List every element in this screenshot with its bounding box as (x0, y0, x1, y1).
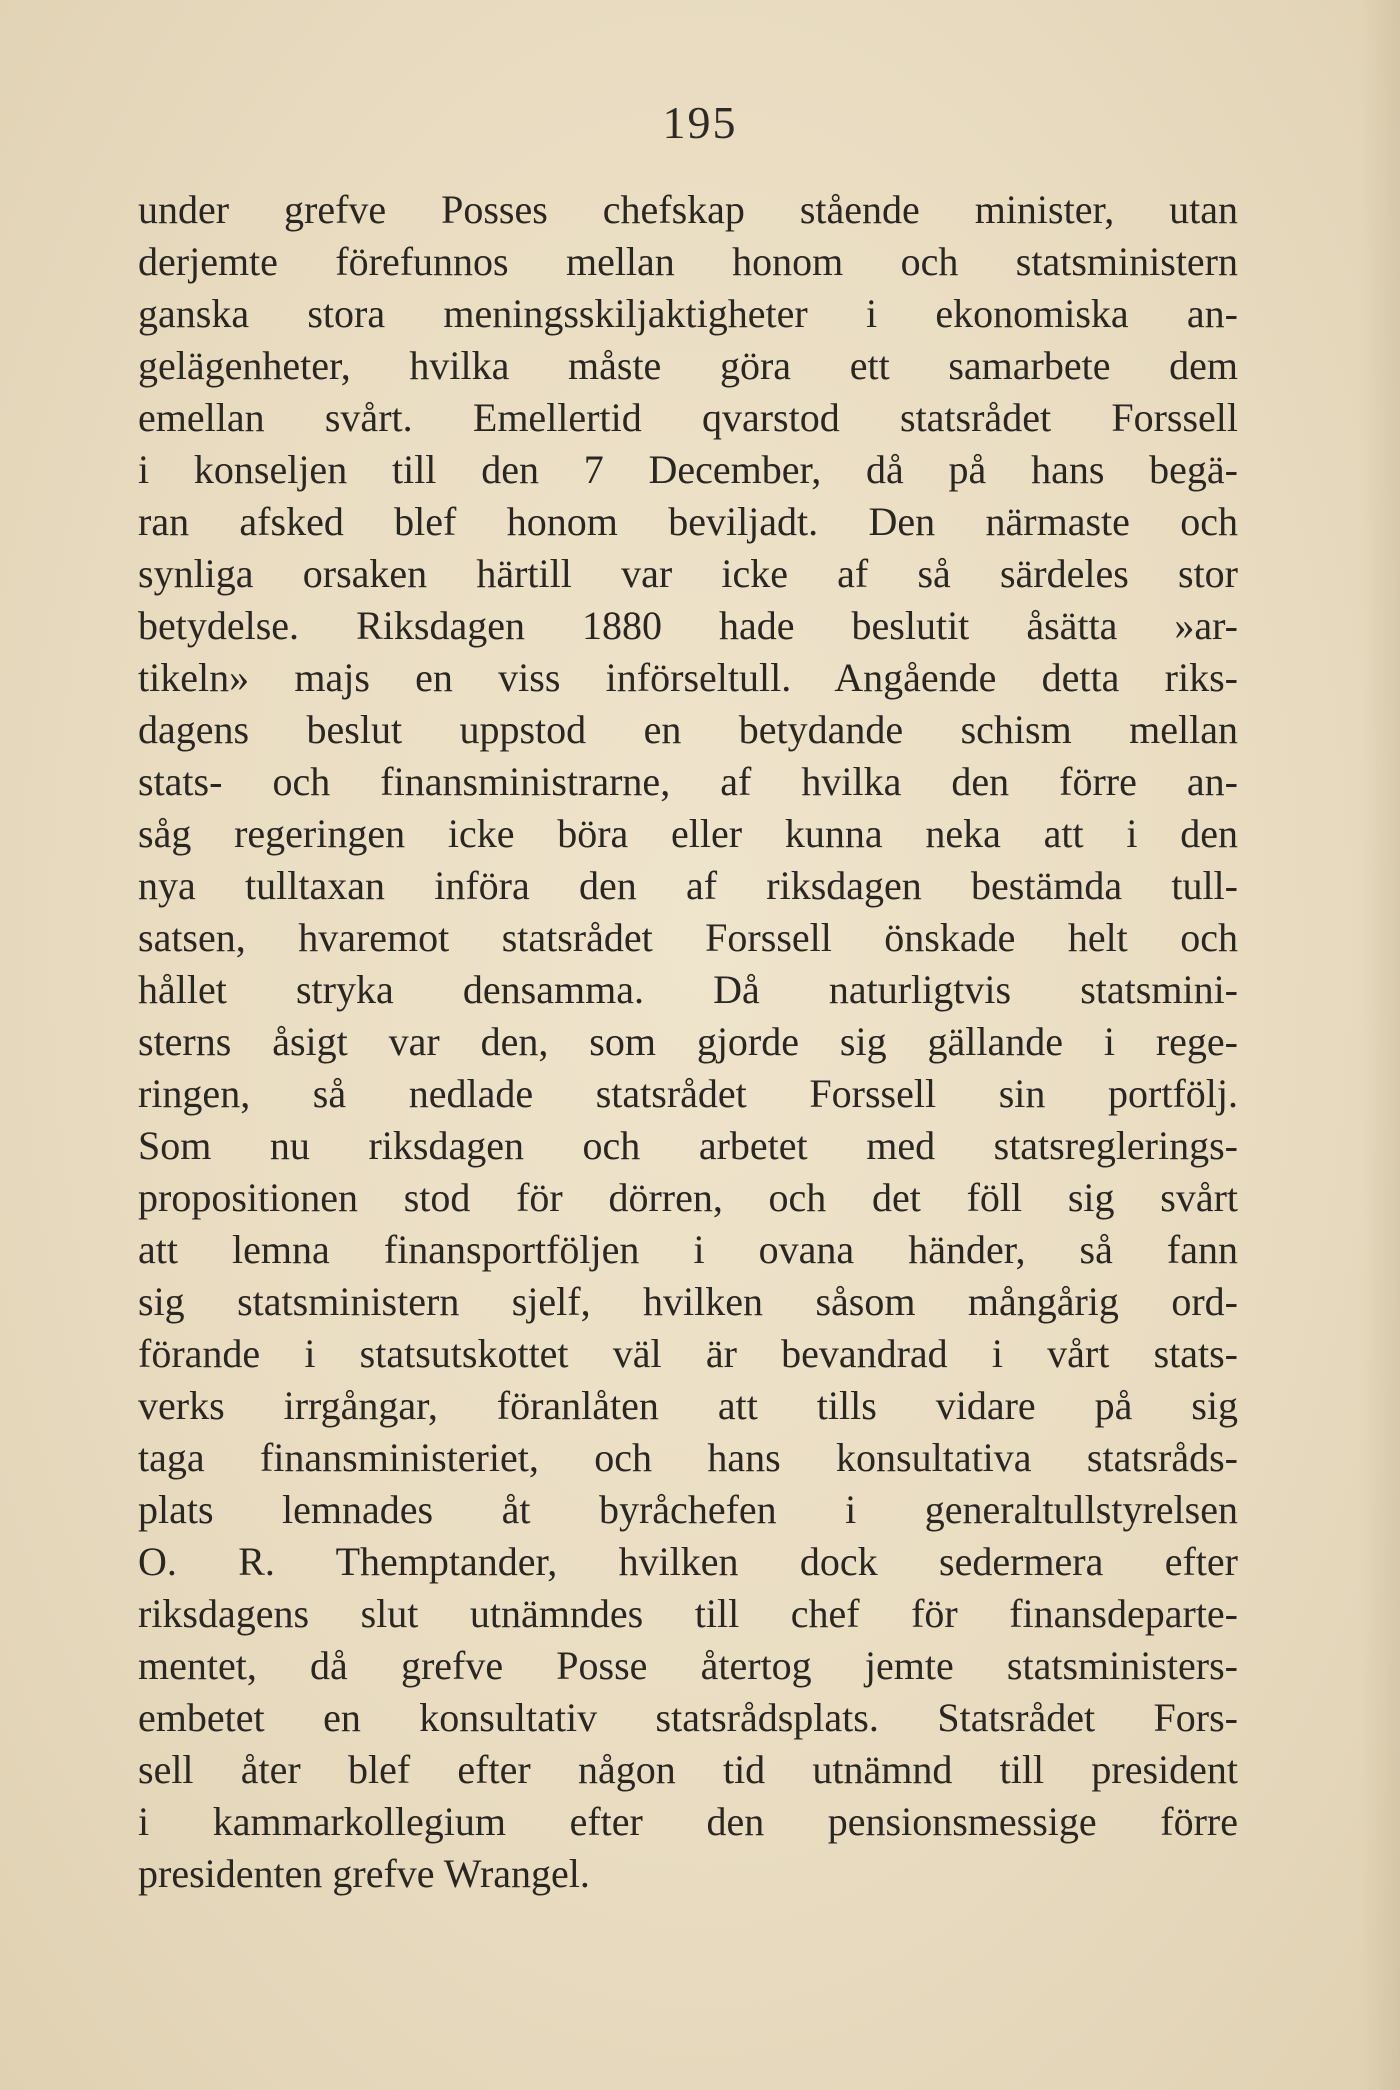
text-line: propositionen stod för dörren, och det föll sig svårt (138, 1175, 1238, 1220)
text-line: sig statsministern sjelf, hvilken såsom mångårig ord- (138, 1279, 1238, 1324)
text-line: riksdagens slut utnämndes till chef för finansdeparte- (138, 1591, 1238, 1636)
text-line: dagens beslut uppstod en betydande schism mellan (138, 707, 1238, 752)
text-line: gelägenheter, hvilka måste göra ett samarbete dem (138, 343, 1238, 388)
page-edge-shadow (1360, 0, 1400, 2090)
text-line: sell åter blef efter någon tid utnämnd till president (138, 1747, 1238, 1792)
text-line: plats lemnades åt byråchefen i generaltullstyrelsen (138, 1487, 1238, 1532)
text-line: verks irrgångar, föranlåten att tills vidare på sig (138, 1383, 1238, 1428)
body-text (138, 184, 1238, 1900)
text-line: Som nu riksdagen och arbetet med statsreglerings- (138, 1123, 1238, 1168)
text-line: betydelse. Riksdagen 1880 hade beslutit åsätta »ar- (138, 603, 1238, 648)
page-number: 195 (662, 97, 738, 148)
text-line: O. R. Themptander, hvilken dock sedermera efter (138, 1539, 1238, 1584)
text-line: satsen, hvaremot statsrådet Forssell önskade helt och (138, 915, 1238, 960)
text-line: synliga orsaken härtill var icke af så särdeles stor (138, 551, 1238, 596)
text-line: derjemte förefunnos mellan honom och statsministern (138, 239, 1238, 284)
text-line: sterns åsigt var den, som gjorde sig gällande i rege- (138, 1019, 1238, 1064)
text-line: ringen, så nedlade statsrådet Forssell sin portfölj. (138, 1071, 1238, 1116)
text-line: i kammarkollegium efter den pensionsmessige förre (138, 1799, 1238, 1844)
text-line: ran afsked blef honom beviljadt. Den närmaste och (138, 499, 1238, 544)
text-line: hållet stryka densamma. Då naturligtvis statsmini- (138, 967, 1238, 1012)
text-line: förande i statsutskottet väl är bevandrad i vårt stats- (138, 1331, 1238, 1376)
text-line: mentet, då grefve Posse återtog jemte statsministers- (138, 1643, 1238, 1688)
text-line: tikeln» majs en viss införseltull. Angående detta riks- (138, 655, 1238, 700)
text-line: stats- och finansministrarne, af hvilka den förre an- (138, 759, 1238, 804)
text-line: att lemna finansportföljen i ovana händer, så fann (138, 1227, 1238, 1272)
text-line: nya tulltaxan införa den af riksdagen bestämda tull- (138, 863, 1238, 908)
text-line: taga finansministeriet, och hans konsultativa statsråds- (138, 1435, 1238, 1480)
text-line: emellan svårt. Emellertid qvarstod statsrådet Forssell (138, 395, 1238, 440)
text-line: ganska stora meningsskiljaktigheter i ekonomiska an- (138, 291, 1238, 336)
text-line: under grefve Posses chefskap stående minister, utan (138, 187, 1238, 232)
text-line-last: presidenten grefve Wrangel. (138, 1851, 590, 1896)
text-line: såg regeringen icke böra eller kunna neka att i den (138, 811, 1238, 856)
text-line: i konseljen till den 7 December, då på hans begä- (138, 447, 1238, 492)
text-line: embetet en konsultativ statsrådsplats. Statsrådet Fors- (138, 1695, 1238, 1740)
